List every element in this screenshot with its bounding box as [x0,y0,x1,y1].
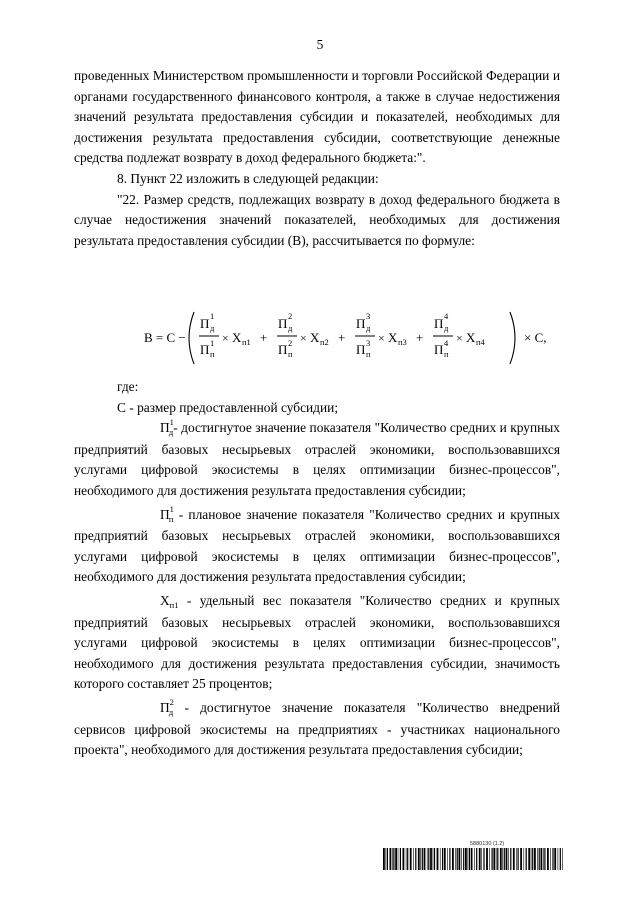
formula-num-sup: 4 [444,311,449,321]
formula-lhs: В = С − [144,330,186,345]
formula-num-sup: 3 [366,311,371,321]
definition-pd2 [74,698,560,761]
symbol-base: П [160,420,170,436]
symbol-base: П [160,699,170,715]
refund-formula [144,306,564,370]
formula-den-sup: 4 [444,338,449,348]
formula-x-sub: п3 [398,337,407,347]
barcode-image [383,848,563,870]
where-label: где: [117,379,139,394]
symbol-sup: 1 [169,417,174,428]
symbol-sub: п [168,513,174,524]
symbol-sub: п1 [169,599,179,610]
definitions-section [74,377,560,761]
formula-times: × [222,331,229,345]
formula-den-sub: п [366,349,371,359]
definition-xp1-text: - удельный вес показателя "Количество средних и крупных предприятий базовых несырьевых отраслей экономики, воспользовавшихся услугами цифровой экосистемы в целях оптимизации бизнес-процессов", необходимого для достижения результата предоставления субсидии, значимость которого составляет 25 процентов; [74,592,560,692]
symbol-xp1 [117,591,178,613]
formula-num-base: П [356,316,366,331]
paragraph-continuation: проведенных Министерством промышленности и торговли Российской Федерации и органами государственного финансового контроля, а также в случае недостижения значений результата предоставления субсидии и показателей, необходимых для достижения результата предоставления субсидии, соответствующие денежные средства подлежат возврату в доход федерального бюджета:". [74,68,560,166]
formula-den-base: П [356,342,366,357]
definition-pd2-text: - достигнутое значение показателя "Количество внедрений сервисов цифровой экосистемы на предприятиях - участниках национального проекта", необходимого для достижения результата предоставления субсидии; [74,699,560,758]
formula-num-base: П [278,316,288,331]
definition-pd1 [74,418,560,501]
page-number: 5 [316,37,324,52]
formula-times: × [300,331,307,345]
paragraph-item-22: "22. Размер средств, подлежащих возврату в доход федерального бюджета в случае недостижения значений показателей, необходимых для достижения результата предоставления субсидии (В), рассчитывается по формуле: [74,191,560,248]
formula-times: × [456,331,463,345]
formula-den-base: П [278,342,288,357]
formula-num-sub: д [444,323,449,333]
formula-plus: + [260,330,268,345]
document-body [74,66,560,251]
symbol-pd1 [117,418,173,440]
formula-den-sub: п [288,349,293,359]
formula-x-base: Х [232,330,242,345]
symbol-sup: 1 [169,503,174,514]
symbol-sub: д [168,427,174,438]
definition-xp1 [74,591,560,695]
symbol-pd2 [117,698,173,720]
symbol-sup: 2 [169,696,174,707]
definition-pp1-text: - плановое значение показателя "Количество средних и крупных предприятий базовых несырьевых отраслей экономики, воспользовавшихся услугами цифровой экосистемы в целях оптимизации бизнес-процессов", необходимого для достижения результата предоставления субсидии; [74,506,560,585]
formula-x-base: Х [388,330,398,345]
formula-den-sup: 1 [210,338,215,348]
symbol-pp1 [117,505,173,527]
formula-left-paren [189,312,194,364]
formula-right-paren [510,312,515,364]
formula-times: × [378,331,385,345]
formula-num-sup: 1 [210,311,215,321]
formula-x-sub: п4 [476,337,485,347]
formula-x-base: Х [466,330,476,345]
barcode-label: 5880130 (1.2) [470,841,505,847]
paragraph-item-8: 8. Пункт 22 изложить в следующей редакции: [117,170,379,186]
formula-plus: + [338,330,346,345]
formula-den-sub: п [444,349,449,359]
formula-x-sub: п2 [320,337,329,347]
definition-pp1 [74,505,560,588]
formula-den-sup: 3 [366,338,371,348]
formula-x-base: Х [310,330,320,345]
formula-num-sub: д [366,323,371,333]
formula-den-base: П [200,342,210,357]
definition-c: С - размер предоставленной субсидии; [117,399,339,415]
formula-num-sub: д [288,323,293,333]
symbol-sub: д [168,706,174,717]
formula-num-sub: д [210,323,215,333]
symbol-base: П [160,506,170,522]
formula-den-sub: п [210,349,215,359]
definition-pd1-text: - достигнутое значение показателя "Количество средних и крупных предприятий базовых несырьевых отраслей экономики, воспользовавшихся услугами цифровой экосистемы в целях оптимизации бизнес-процессов", необходимого для достижения результата предоставления субсидии; [74,420,560,498]
formula-plus: + [416,330,424,345]
formula-den-base: П [434,342,444,357]
formula-tail: × С, [524,330,547,345]
formula-x-sub: п1 [242,337,251,347]
formula-den-sup: 2 [288,338,293,348]
symbol-base: Х [160,592,170,608]
formula-num-base: П [200,316,210,331]
formula-num-base: П [434,316,444,331]
formula-num-sup: 2 [288,311,293,321]
